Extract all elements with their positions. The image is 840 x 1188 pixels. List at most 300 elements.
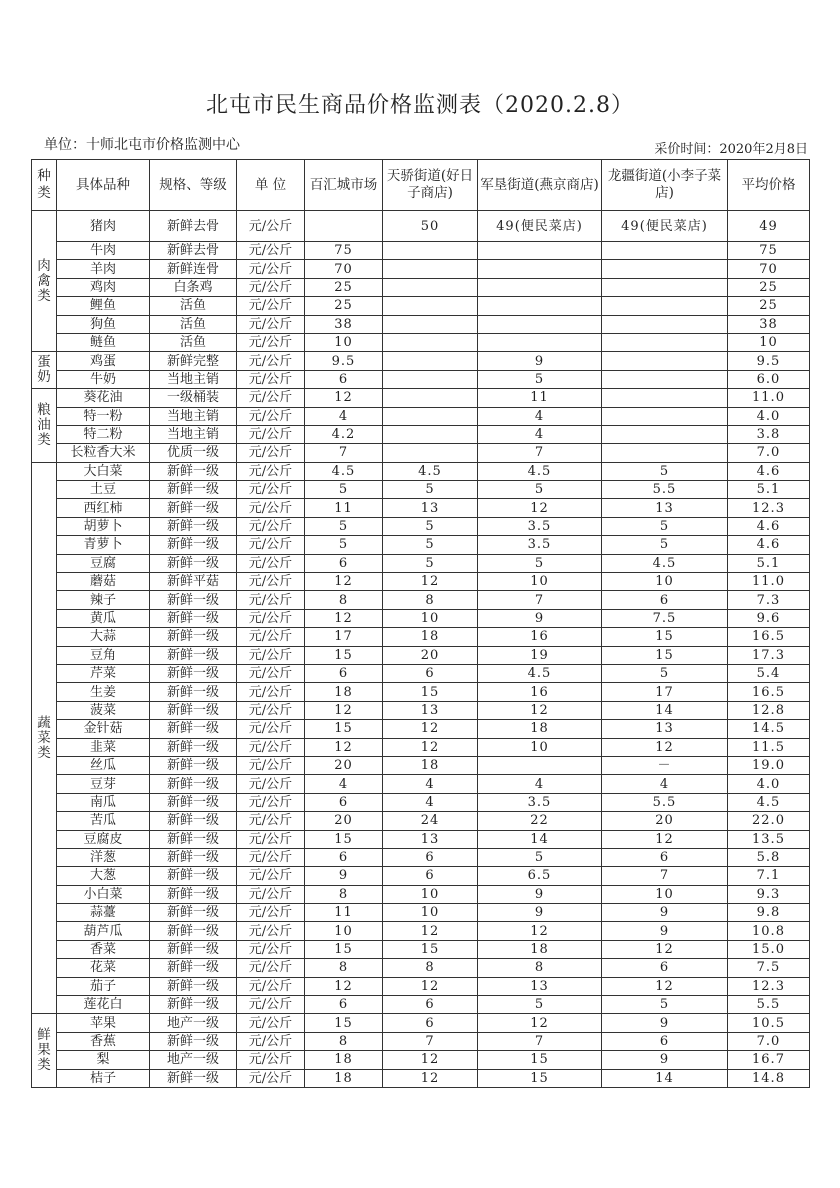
table-row xyxy=(32,664,810,682)
price-longjiang: 12 xyxy=(602,940,728,958)
item-name: 辣子 xyxy=(57,591,150,609)
price-tianjiao: 5 xyxy=(383,536,478,554)
column-header: 军垦街道(燕京商店) xyxy=(478,160,602,211)
table-row xyxy=(32,720,810,738)
price-longjiang: 9 xyxy=(602,1051,728,1069)
price-unit: 元/公斤 xyxy=(237,370,305,388)
table-row xyxy=(32,793,810,811)
price-baihui: 12 xyxy=(305,738,383,756)
table-row xyxy=(32,573,810,591)
price-junken: 5 xyxy=(478,996,602,1014)
item-name: 狗鱼 xyxy=(57,315,150,333)
price-unit: 元/公斤 xyxy=(237,867,305,885)
price-longjiang: 6 xyxy=(602,591,728,609)
price-tianjiao: 4.5 xyxy=(383,462,478,480)
item-name: 大葱 xyxy=(57,867,150,885)
spec-grade: 活鱼 xyxy=(150,315,237,333)
price-baihui: 12 xyxy=(305,977,383,995)
price-baihui: 5 xyxy=(305,481,383,499)
item-name: 大白菜 xyxy=(57,462,150,480)
item-name: 洋葱 xyxy=(57,848,150,866)
price-tianjiao: 18 xyxy=(383,756,478,774)
item-name: 香蕉 xyxy=(57,1032,150,1050)
price-baihui: 18 xyxy=(305,1051,383,1069)
price-average: 11.0 xyxy=(728,573,810,591)
price-average: 9.3 xyxy=(728,885,810,903)
price-average: 16.7 xyxy=(728,1051,810,1069)
price-tianjiao: 6 xyxy=(383,848,478,866)
price-baihui: 6 xyxy=(305,793,383,811)
price-longjiang xyxy=(602,352,728,370)
item-name: 梨 xyxy=(57,1051,150,1069)
column-header: 规格、等级 xyxy=(150,160,237,211)
price-baihui: 6 xyxy=(305,370,383,388)
price-junken: 12 xyxy=(478,499,602,517)
item-name: 大蒜 xyxy=(57,628,150,646)
spec-grade: 新鲜连骨 xyxy=(150,260,237,278)
table-row xyxy=(32,885,810,903)
price-junken: 10 xyxy=(478,738,602,756)
table-row xyxy=(32,462,810,480)
price-tianjiao: 6 xyxy=(383,1014,478,1032)
price-tianjiao: 4 xyxy=(383,793,478,811)
spec-grade: 新鲜一级 xyxy=(150,462,237,480)
spec-grade: 新鲜一级 xyxy=(150,701,237,719)
item-name: 桔子 xyxy=(57,1069,150,1087)
spec-grade: 当地主销 xyxy=(150,370,237,388)
price-junken: 5 xyxy=(478,481,602,499)
price-average: 4.0 xyxy=(728,407,810,425)
table-row xyxy=(32,425,810,443)
price-unit: 元/公斤 xyxy=(237,646,305,664)
price-unit: 元/公斤 xyxy=(237,352,305,370)
price-baihui: 18 xyxy=(305,1069,383,1087)
price-average: 19.0 xyxy=(728,756,810,774)
price-tianjiao: 15 xyxy=(383,940,478,958)
price-longjiang: 6 xyxy=(602,959,728,977)
price-longjiang xyxy=(602,444,728,462)
price-baihui: 38 xyxy=(305,315,383,333)
price-average: 7.1 xyxy=(728,867,810,885)
column-header: 天骄街道(好日子商店) xyxy=(383,160,478,211)
price-tianjiao xyxy=(383,333,478,351)
price-baihui: 75 xyxy=(305,242,383,260)
table-row xyxy=(32,977,810,995)
price-unit: 元/公斤 xyxy=(237,1069,305,1087)
price-baihui: 70 xyxy=(305,260,383,278)
price-tianjiao: 10 xyxy=(383,885,478,903)
price-junken: 3.5 xyxy=(478,793,602,811)
table-row xyxy=(32,756,810,774)
price-average: 7.3 xyxy=(728,591,810,609)
column-header: 百汇城市场 xyxy=(305,160,383,211)
price-unit: 元/公斤 xyxy=(237,407,305,425)
table-row xyxy=(32,848,810,866)
column-header: 种 类 xyxy=(32,160,57,211)
collect-time: 采价时间：2020年2月8日 xyxy=(654,142,808,157)
price-unit: 元/公斤 xyxy=(237,628,305,646)
item-name: 茄子 xyxy=(57,977,150,995)
price-baihui: 25 xyxy=(305,297,383,315)
price-longjiang: 13 xyxy=(602,720,728,738)
price-average: 70 xyxy=(728,260,810,278)
price-baihui: 4.5 xyxy=(305,462,383,480)
price-unit: 元/公斤 xyxy=(237,425,305,443)
table-row xyxy=(32,830,810,848)
price-tianjiao: 18 xyxy=(383,628,478,646)
price-baihui: 12 xyxy=(305,609,383,627)
table-row xyxy=(32,922,810,940)
price-junken: 9 xyxy=(478,904,602,922)
price-unit: 元/公斤 xyxy=(237,242,305,260)
price-baihui: 4 xyxy=(305,775,383,793)
price-longjiang: 13 xyxy=(602,499,728,517)
price-junken: 18 xyxy=(478,720,602,738)
spec-grade: 新鲜一级 xyxy=(150,904,237,922)
spec-grade: 当地主销 xyxy=(150,425,237,443)
price-unit: 元/公斤 xyxy=(237,444,305,462)
price-unit: 元/公斤 xyxy=(237,720,305,738)
spec-grade: 新鲜去骨 xyxy=(150,211,237,242)
price-longjiang xyxy=(602,389,728,407)
item-name: 葵花油 xyxy=(57,389,150,407)
price-longjiang: － xyxy=(602,756,728,774)
price-average: 14.5 xyxy=(728,720,810,738)
spec-grade: 新鲜一级 xyxy=(150,481,237,499)
spec-grade: 当地主销 xyxy=(150,407,237,425)
price-unit: 元/公斤 xyxy=(237,389,305,407)
price-average: 11.5 xyxy=(728,738,810,756)
price-longjiang: 14 xyxy=(602,701,728,719)
price-tianjiao: 24 xyxy=(383,812,478,830)
price-longjiang: 9 xyxy=(602,1014,728,1032)
price-junken: 3.5 xyxy=(478,536,602,554)
document-title: 北屯市民生商品价格监测表（2020.2.8） xyxy=(206,93,634,118)
header-row xyxy=(32,160,810,211)
item-name: 香菜 xyxy=(57,940,150,958)
price-junken: 4 xyxy=(478,407,602,425)
price-junken xyxy=(478,333,602,351)
price-longjiang: 12 xyxy=(602,738,728,756)
item-name: 生姜 xyxy=(57,683,150,701)
price-baihui: 20 xyxy=(305,812,383,830)
price-junken: 5 xyxy=(478,848,602,866)
price-junken: 14 xyxy=(478,830,602,848)
item-name: 豆腐皮 xyxy=(57,830,150,848)
price-unit: 元/公斤 xyxy=(237,536,305,554)
price-junken xyxy=(478,315,602,333)
price-average: 25 xyxy=(728,278,810,296)
price-unit: 元/公斤 xyxy=(237,977,305,995)
price-unit: 元/公斤 xyxy=(237,830,305,848)
price-average: 11.0 xyxy=(728,389,810,407)
price-tianjiao xyxy=(383,444,478,462)
price-baihui: 4.2 xyxy=(305,425,383,443)
price-junken: 49(便民菜店) xyxy=(478,211,602,242)
price-unit: 元/公斤 xyxy=(237,683,305,701)
price-average: 10 xyxy=(728,333,810,351)
price-average: 7.5 xyxy=(728,959,810,977)
item-name: 鲢鱼 xyxy=(57,333,150,351)
price-tianjiao: 12 xyxy=(383,1051,478,1069)
column-header: 龙疆街道(小李子菜店) xyxy=(602,160,728,211)
price-longjiang: 15 xyxy=(602,646,728,664)
price-unit: 元/公斤 xyxy=(237,315,305,333)
price-junken: 7 xyxy=(478,1032,602,1050)
price-tianjiao xyxy=(383,315,478,333)
price-junken xyxy=(478,297,602,315)
price-baihui: 6 xyxy=(305,664,383,682)
price-longjiang xyxy=(602,407,728,425)
price-baihui: 15 xyxy=(305,720,383,738)
price-table xyxy=(31,159,810,1088)
price-unit: 元/公斤 xyxy=(237,211,305,242)
price-baihui: 25 xyxy=(305,278,383,296)
price-junken: 4.5 xyxy=(478,462,602,480)
price-average: 75 xyxy=(728,242,810,260)
spec-grade: 新鲜一级 xyxy=(150,996,237,1014)
price-tianjiao: 12 xyxy=(383,977,478,995)
price-unit: 元/公斤 xyxy=(237,1014,305,1032)
price-unit: 元/公斤 xyxy=(237,701,305,719)
table-row xyxy=(32,407,810,425)
table-row xyxy=(32,370,810,388)
table-row xyxy=(32,628,810,646)
price-baihui xyxy=(305,211,383,242)
price-longjiang: 17 xyxy=(602,683,728,701)
table-row xyxy=(32,444,810,462)
price-tianjiao: 6 xyxy=(383,867,478,885)
item-name: 苹果 xyxy=(57,1014,150,1032)
spec-grade: 新鲜一级 xyxy=(150,848,237,866)
price-tianjiao xyxy=(383,297,478,315)
price-unit: 元/公斤 xyxy=(237,793,305,811)
price-junken: 4.5 xyxy=(478,664,602,682)
spec-grade: 新鲜一级 xyxy=(150,885,237,903)
price-average: 10.5 xyxy=(728,1014,810,1032)
price-baihui: 4 xyxy=(305,407,383,425)
item-name: 西红柿 xyxy=(57,499,150,517)
price-unit: 元/公斤 xyxy=(237,260,305,278)
spec-grade: 新鲜一级 xyxy=(150,536,237,554)
price-longjiang xyxy=(602,425,728,443)
price-junken: 5 xyxy=(478,554,602,572)
item-name: 莲花白 xyxy=(57,996,150,1014)
price-unit: 元/公斤 xyxy=(237,609,305,627)
spec-grade: 新鲜平菇 xyxy=(150,573,237,591)
price-longjiang: 5 xyxy=(602,517,728,535)
price-junken: 13 xyxy=(478,977,602,995)
price-tianjiao xyxy=(383,278,478,296)
column-header: 平均价格 xyxy=(728,160,810,211)
price-tianjiao xyxy=(383,389,478,407)
price-longjiang xyxy=(602,278,728,296)
price-average: 4.6 xyxy=(728,517,810,535)
price-junken: 12 xyxy=(478,1014,602,1032)
price-junken: 19 xyxy=(478,646,602,664)
price-unit: 元/公斤 xyxy=(237,573,305,591)
price-average: 10.8 xyxy=(728,922,810,940)
spec-grade: 地产一级 xyxy=(150,1051,237,1069)
price-average: 12.3 xyxy=(728,499,810,517)
price-baihui: 12 xyxy=(305,573,383,591)
price-unit: 元/公斤 xyxy=(237,1032,305,1050)
price-average: 6.0 xyxy=(728,370,810,388)
price-baihui: 5 xyxy=(305,517,383,535)
item-name: 苦瓜 xyxy=(57,812,150,830)
spec-grade: 一级桶装 xyxy=(150,389,237,407)
price-baihui: 10 xyxy=(305,333,383,351)
price-unit: 元/公斤 xyxy=(237,1051,305,1069)
item-name: 牛肉 xyxy=(57,242,150,260)
price-longjiang: 4.5 xyxy=(602,554,728,572)
table-row xyxy=(32,499,810,517)
spec-grade: 新鲜去骨 xyxy=(150,242,237,260)
price-unit: 元/公斤 xyxy=(237,333,305,351)
price-average: 3.8 xyxy=(728,425,810,443)
price-average: 4.6 xyxy=(728,462,810,480)
item-name: 葫芦瓜 xyxy=(57,922,150,940)
price-longjiang: 5 xyxy=(602,664,728,682)
item-name: 豆芽 xyxy=(57,775,150,793)
table-row xyxy=(32,260,810,278)
spec-grade: 新鲜一级 xyxy=(150,775,237,793)
price-junken: 15 xyxy=(478,1069,602,1087)
price-unit: 元/公斤 xyxy=(237,756,305,774)
price-baihui: 8 xyxy=(305,591,383,609)
price-average: 14.8 xyxy=(728,1069,810,1087)
price-tianjiao: 12 xyxy=(383,720,478,738)
item-name: 蒜薹 xyxy=(57,904,150,922)
column-header: 单 位 xyxy=(237,160,305,211)
price-junken: 11 xyxy=(478,389,602,407)
price-baihui: 20 xyxy=(305,756,383,774)
price-tianjiao: 5 xyxy=(383,554,478,572)
price-junken: 12 xyxy=(478,701,602,719)
price-average: 4.6 xyxy=(728,536,810,554)
price-unit: 元/公斤 xyxy=(237,885,305,903)
price-baihui: 15 xyxy=(305,1014,383,1032)
price-unit: 元/公斤 xyxy=(237,996,305,1014)
price-unit: 元/公斤 xyxy=(237,591,305,609)
table-row xyxy=(32,940,810,958)
price-average: 7.0 xyxy=(728,444,810,462)
price-longjiang: 10 xyxy=(602,573,728,591)
price-average: 13.5 xyxy=(728,830,810,848)
price-average: 16.5 xyxy=(728,628,810,646)
spec-grade: 新鲜一级 xyxy=(150,720,237,738)
price-tianjiao xyxy=(383,260,478,278)
price-unit: 元/公斤 xyxy=(237,940,305,958)
price-average: 38 xyxy=(728,315,810,333)
spec-grade: 新鲜一级 xyxy=(150,554,237,572)
price-longjiang: 12 xyxy=(602,830,728,848)
price-baihui: 18 xyxy=(305,683,383,701)
price-tianjiao: 10 xyxy=(383,609,478,627)
price-tianjiao xyxy=(383,425,478,443)
price-tianjiao: 13 xyxy=(383,499,478,517)
price-tianjiao: 8 xyxy=(383,591,478,609)
price-average: 9.8 xyxy=(728,904,810,922)
price-baihui: 8 xyxy=(305,885,383,903)
price-junken: 15 xyxy=(478,1051,602,1069)
price-average: 5.1 xyxy=(728,554,810,572)
spec-grade: 新鲜一级 xyxy=(150,683,237,701)
item-name: 鸡蛋 xyxy=(57,352,150,370)
price-unit: 元/公斤 xyxy=(237,297,305,315)
table-row xyxy=(32,242,810,260)
price-longjiang: 7.5 xyxy=(602,609,728,627)
price-tianjiao: 7 xyxy=(383,1032,478,1050)
price-longjiang: 10 xyxy=(602,885,728,903)
price-tianjiao xyxy=(383,370,478,388)
price-tianjiao: 5 xyxy=(383,481,478,499)
price-longjiang: 9 xyxy=(602,904,728,922)
price-longjiang: 6 xyxy=(602,848,728,866)
spec-grade: 新鲜一级 xyxy=(150,1069,237,1087)
price-baihui: 9 xyxy=(305,867,383,885)
price-tianjiao: 12 xyxy=(383,573,478,591)
table-row xyxy=(32,1069,810,1087)
price-junken: 10 xyxy=(478,573,602,591)
price-longjiang: 20 xyxy=(602,812,728,830)
price-baihui: 10 xyxy=(305,922,383,940)
spec-grade: 新鲜一级 xyxy=(150,959,237,977)
item-name: 花菜 xyxy=(57,959,150,977)
table-row xyxy=(32,646,810,664)
item-name: 猪肉 xyxy=(57,211,150,242)
price-average: 9.6 xyxy=(728,609,810,627)
table-row xyxy=(32,683,810,701)
table-row xyxy=(32,959,810,977)
price-longjiang: 6 xyxy=(602,1032,728,1050)
spec-grade: 新鲜一级 xyxy=(150,940,237,958)
price-tianjiao xyxy=(383,352,478,370)
price-junken: 4 xyxy=(478,425,602,443)
item-name: 菠菜 xyxy=(57,701,150,719)
price-tianjiao: 4 xyxy=(383,775,478,793)
price-junken xyxy=(478,242,602,260)
price-tianjiao xyxy=(383,242,478,260)
item-name: 豆腐 xyxy=(57,554,150,572)
price-unit: 元/公斤 xyxy=(237,848,305,866)
price-longjiang: 15 xyxy=(602,628,728,646)
price-junken: 9 xyxy=(478,352,602,370)
price-junken: 4 xyxy=(478,775,602,793)
price-longjiang: 5.5 xyxy=(602,793,728,811)
price-baihui: 8 xyxy=(305,1032,383,1050)
table-row xyxy=(32,996,810,1014)
table-row xyxy=(32,517,810,535)
price-average: 9.5 xyxy=(728,352,810,370)
price-longjiang: 5 xyxy=(602,996,728,1014)
price-baihui: 15 xyxy=(305,830,383,848)
price-unit: 元/公斤 xyxy=(237,959,305,977)
price-longjiang: 5 xyxy=(602,536,728,554)
price-unit: 元/公斤 xyxy=(237,499,305,517)
price-unit: 元/公斤 xyxy=(237,554,305,572)
item-name: 黄瓜 xyxy=(57,609,150,627)
table-row xyxy=(32,352,810,370)
table-row xyxy=(32,609,810,627)
price-unit: 元/公斤 xyxy=(237,738,305,756)
item-name: 羊肉 xyxy=(57,260,150,278)
item-name: 牛奶 xyxy=(57,370,150,388)
price-baihui: 6 xyxy=(305,996,383,1014)
spec-grade: 活鱼 xyxy=(150,297,237,315)
item-name: 芹菜 xyxy=(57,664,150,682)
spec-grade: 新鲜一级 xyxy=(150,646,237,664)
